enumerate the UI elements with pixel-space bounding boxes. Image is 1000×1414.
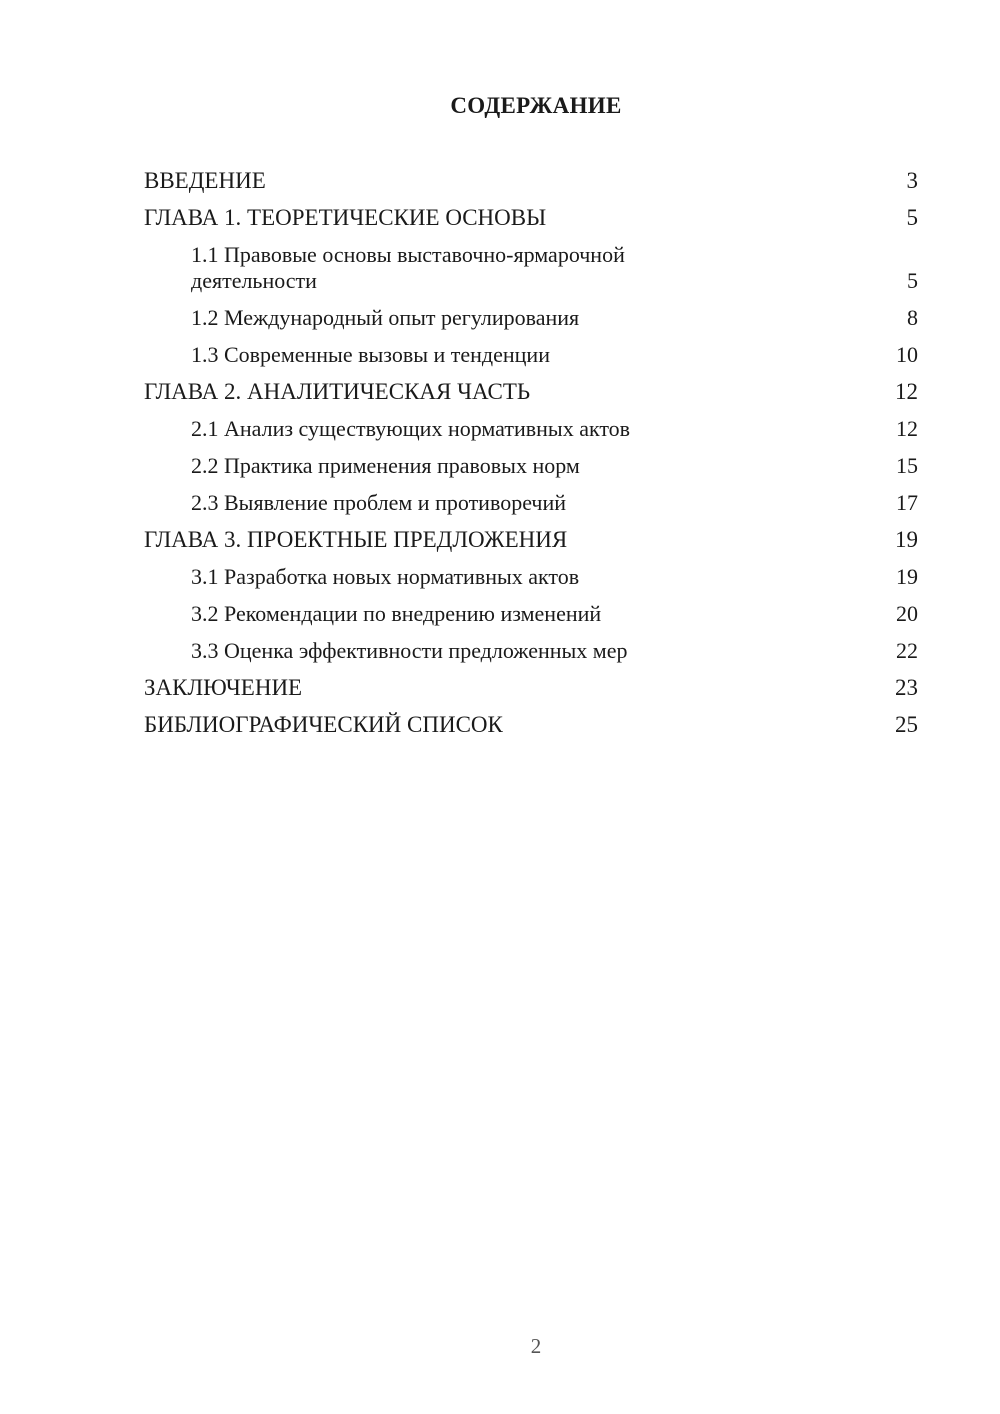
toc-subentry <box>144 342 918 368</box>
toc-entry-page: 12 <box>896 416 918 441</box>
toc-entry-label: 2.3 Выявление проблем и противоречий <box>191 490 567 515</box>
table-of-contents <box>144 168 918 749</box>
toc-entry-page: 8 <box>907 305 918 330</box>
toc-entry-page: 23 <box>895 675 918 700</box>
toc-subentry <box>144 305 918 331</box>
toc-entry-label: ВВЕДЕНИЕ <box>144 168 266 193</box>
toc-entry-label: 3.2 Рекомендации по внедрению изменений <box>191 601 602 626</box>
toc-entry-label: 2.1 Анализ существующих нормативных актов <box>191 416 631 441</box>
toc-subentry <box>144 453 918 479</box>
toc-entry <box>144 675 918 701</box>
toc-subentry <box>144 242 918 294</box>
toc-entry-page: 15 <box>896 453 918 478</box>
toc-entry-label: 3.3 Оценка эффективности предложенных мер <box>191 638 628 663</box>
toc-entry-page: 25 <box>895 712 918 737</box>
toc-entry-label: ГЛАВА 1. ТЕОРЕТИЧЕСКИЕ ОСНОВЫ <box>144 205 547 230</box>
toc-entry-label: 3.1 Разработка новых нормативных актов <box>191 564 580 589</box>
toc-entry-label: БИБЛИОГРАФИЧЕСКИЙ СПИСОК <box>144 712 503 737</box>
toc-entry <box>144 527 918 553</box>
toc-entry-page: 5 <box>906 205 918 230</box>
toc-entry-label: ГЛАВА 2. АНАЛИТИЧЕСКАЯ ЧАСТЬ <box>144 379 531 404</box>
toc-subentry <box>144 416 918 442</box>
toc-entry-page: 20 <box>896 601 918 626</box>
toc-entry-label: 2.2 Практика применения правовых норм <box>191 453 580 478</box>
toc-entry-label: ЗАКЛЮЧЕНИЕ <box>144 675 303 700</box>
toc-entry-page: 10 <box>896 342 918 367</box>
toc-subentry <box>144 638 918 664</box>
toc-entry-page: 19 <box>895 527 918 552</box>
toc-entry-page: 12 <box>895 379 918 404</box>
toc-entry-label: 1.1 Правовые основы выставочно-ярмарочной деятельности <box>191 242 625 293</box>
toc-entry-page: 17 <box>896 490 918 515</box>
toc-subentry <box>144 490 918 516</box>
toc-entry-page: 19 <box>896 564 918 589</box>
toc-entry <box>144 168 918 194</box>
toc-entry <box>144 712 918 738</box>
toc-entry-label: 1.3 Современные вызовы и тенденции <box>191 342 550 367</box>
toc-entry-page: 3 <box>906 168 918 193</box>
page-title: СОДЕРЖАНИЕ <box>450 93 622 118</box>
toc-entry <box>144 205 918 231</box>
toc-entry <box>144 379 918 405</box>
toc-entry-label: ГЛАВА 3. ПРОЕКТНЫЕ ПРЕДЛОЖЕНИЯ <box>144 527 568 552</box>
toc-entry-page: 5 <box>907 268 918 293</box>
page-number: 2 <box>530 1334 542 1358</box>
toc-entry-page: 22 <box>896 638 918 663</box>
toc-subentry <box>144 564 918 590</box>
toc-entry-label: 1.2 Международный опыт регулирования <box>191 305 580 330</box>
toc-subentry <box>144 601 918 627</box>
